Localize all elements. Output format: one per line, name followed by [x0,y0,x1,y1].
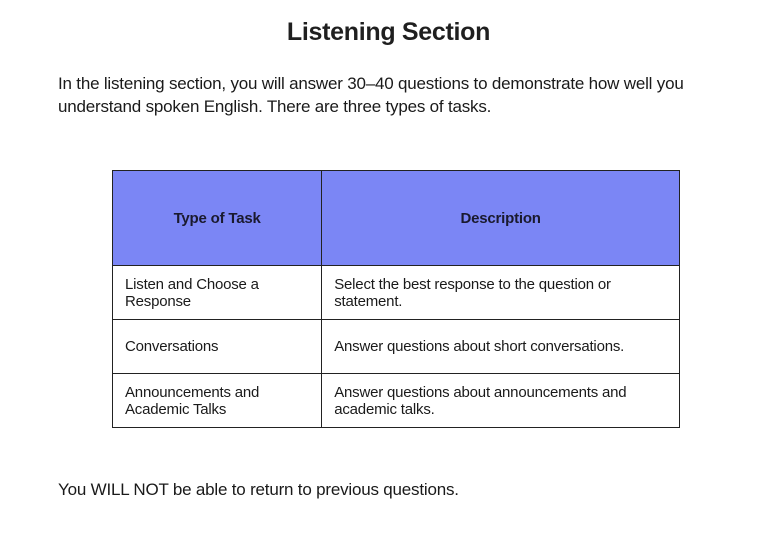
task-type-cell: Conversations [113,320,322,374]
task-description-cell: Select the best response to the question or statement. [322,266,680,320]
table-row [113,266,680,320]
table-header-row [113,171,680,266]
table-row [113,320,680,374]
intro-paragraph: In the listening section, you will answer 30–40 questions to demonstrate how well you understand spoken English. There are three types of tasks. [58,74,684,116]
task-description-cell: Answer questions about short conversations. [322,320,680,374]
task-description-cell: Answer questions about announcements and academic talks. [322,374,680,428]
task-type-cell: Announcements and Academic Talks [113,374,322,428]
warning-note: You WILL NOT be able to return to previous questions. [58,480,459,499]
table-row [113,374,680,428]
header-type-of-task: Type of Task [113,171,322,266]
task-types-table [112,170,680,428]
header-description: Description [322,171,680,266]
page-title: Listening Section [286,18,491,46]
task-type-cell: Listen and Choose a Response [113,266,322,320]
